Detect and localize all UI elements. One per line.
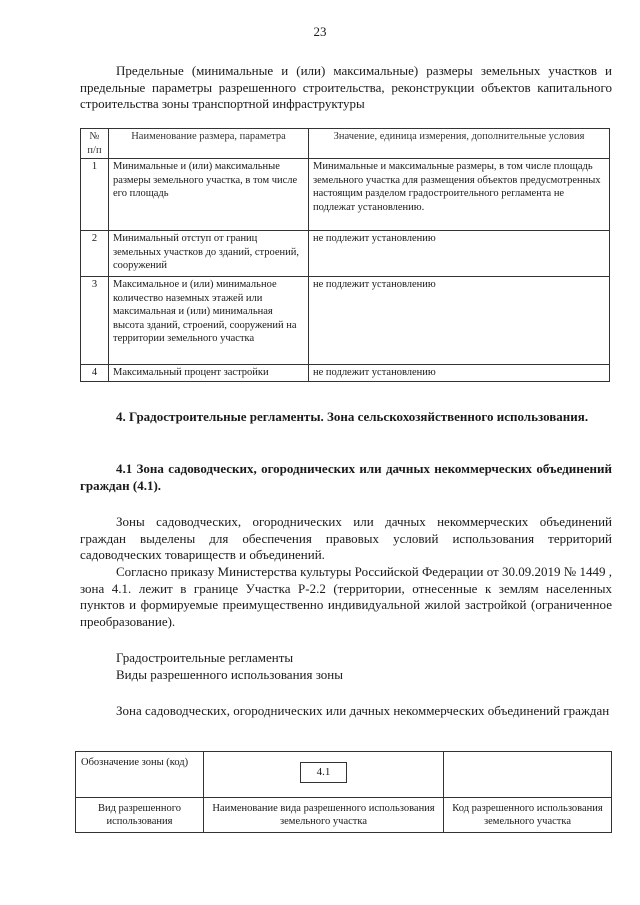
row-value: не подлежит установлению — [309, 277, 610, 365]
zone-code-empty-cell — [444, 752, 612, 798]
section-4-heading: 4. Градостроительные регламенты. Зона сельскохозяйственного использования. — [116, 409, 589, 424]
row-name: Максимальное и (или) минимальное количество наземных этажей или максимальная и (или) минимальная высота зданий, строений, сооружений на территории земельного участка — [109, 277, 309, 365]
intro-heading: Предельные (минимальные и (или) максимальные) размеры земельных участков и предельные параметры разрешенного строительства, реконструкции объектов капитального строительства зоны транспортной инфраструктуры — [80, 63, 612, 111]
table-row — [81, 231, 610, 277]
zone-code-value: 4.1 — [300, 762, 348, 783]
table-row — [81, 365, 610, 382]
zone-name-paragraph: Зона садоводческих, огороднических или дачных некоммерческих объединений граждан — [116, 703, 610, 718]
zone-col-use-name: Наименование вида разрешенного использования земельного участка — [204, 798, 444, 833]
row-name: Минимальный отступ от границ земельных участков до зданий, строений, сооружений — [109, 231, 309, 277]
row-value: не подлежит установлению — [309, 231, 610, 277]
section-4-1-heading: 4.1 Зона садоводческих, огороднических или дачных некоммерческих объединений граждан (4.1). — [80, 461, 612, 493]
table-row — [81, 159, 610, 231]
row-name: Минимальные и (или) максимальные размеры земельного участка, в том числе его площадь — [109, 159, 309, 231]
header-name: Наименование размера, параметра — [109, 129, 309, 159]
zone-code-label: Обозначение зоны (код) — [76, 752, 204, 798]
regulations-label: Градостроительные регламенты — [116, 650, 294, 665]
order-reference-paragraph: Согласно приказу Министерства культуры Российской Федерации от 30.09.2019 № 1449 , зона 4.1. лежит в границе Участка Р-2.2 (территории, отнесенные к землям населенных пунктов и формируемые преимущественно индивидуальной жилой застройкой (ограниченное преобразование). — [80, 564, 612, 629]
row-num: 2 — [81, 231, 109, 277]
row-num: 3 — [81, 277, 109, 365]
zone-code-cell — [204, 752, 444, 798]
zone-description-paragraph: Зоны садоводческих, огороднических или дачных некоммерческих объединений граждан выделены для обеспечения правовых условий использования территорий садоводческих товариществ и объединений. — [80, 514, 612, 562]
params-table — [80, 128, 610, 382]
row-name: Максимальный процент застройки — [109, 365, 309, 382]
zone-table — [75, 751, 612, 833]
header-value: Значение, единица измерения, дополнительные условия — [309, 129, 610, 159]
row-value: Минимальные и максимальные размеры, в том числе площадь земельного участка для размещения объектов предусмотренных настоящим разделом градостроительного регламента не подлежат установлению. — [309, 159, 610, 231]
table-row — [81, 277, 610, 365]
zone-header-row — [76, 798, 612, 833]
zone-col-use-type: Вид разрешенного использования — [76, 798, 204, 833]
zone-code-row — [76, 752, 612, 798]
page-number: 23 — [313, 24, 327, 39]
row-value: не подлежит установлению — [309, 365, 610, 382]
permitted-uses-label: Виды разрешенного использования зоны — [116, 667, 343, 682]
row-num: 1 — [81, 159, 109, 231]
header-num: № п/п — [81, 129, 109, 159]
row-num: 4 — [81, 365, 109, 382]
params-header-row — [81, 129, 610, 159]
zone-col-use-code: Код разрешенного использования земельного участка — [444, 798, 612, 833]
